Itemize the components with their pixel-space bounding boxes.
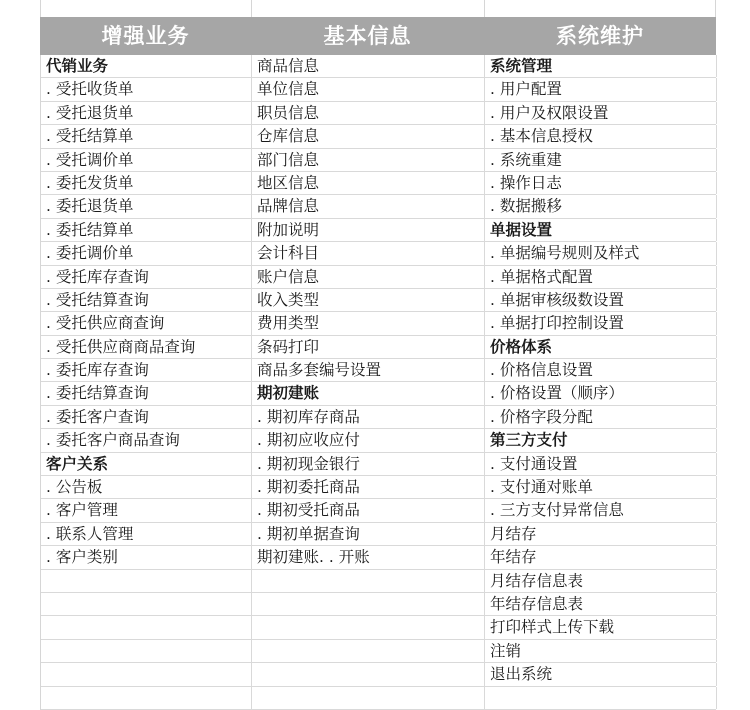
menu-item[interactable]: . 委托调价单	[41, 242, 252, 264]
menu-item[interactable]: . 期初库存商品	[252, 406, 485, 428]
menu-item[interactable]: . 受托供应商查询	[41, 312, 252, 334]
menu-item[interactable]: . 委托发货单	[41, 172, 252, 194]
menu-item[interactable]: . 客户类别	[41, 546, 252, 568]
table-row	[41, 546, 716, 569]
menu-item[interactable]: 单位信息	[252, 78, 485, 100]
menu-item[interactable]: 年结存信息表	[485, 593, 717, 615]
menu-item[interactable]: 商品多套编号设置	[252, 359, 485, 381]
section-heading: 期初建账	[252, 382, 485, 404]
menu-item[interactable]: . 价格设置（顺序）	[485, 382, 717, 404]
table-row	[41, 523, 716, 546]
table-row	[41, 312, 716, 335]
menu-item[interactable]: . 期初应收应付	[252, 429, 485, 451]
empty-cell	[252, 640, 485, 662]
menu-item[interactable]: . 公告板	[41, 476, 252, 498]
menu-item[interactable]: . 数据搬移	[485, 195, 717, 217]
table-row	[41, 289, 716, 312]
menu-item[interactable]: 会计科目	[252, 242, 485, 264]
section-heading: 单据设置	[485, 219, 717, 241]
menu-item[interactable]: . 受托收货单	[41, 78, 252, 100]
menu-item[interactable]: . 单据打印控制设置	[485, 312, 717, 334]
menu-item[interactable]: 打印样式上传下载	[485, 616, 717, 638]
menu-item[interactable]: . 委托退货单	[41, 195, 252, 217]
menu-item[interactable]: . 委托客户查询	[41, 406, 252, 428]
table-row	[41, 499, 716, 522]
menu-item[interactable]: 部门信息	[252, 149, 485, 171]
empty-cell	[485, 687, 717, 709]
menu-item[interactable]: . 支付通对账单	[485, 476, 717, 498]
menu-item[interactable]: . 受托调价单	[41, 149, 252, 171]
table-row	[41, 616, 716, 639]
table-row	[41, 125, 716, 148]
empty-cell	[41, 593, 252, 615]
header-enhanced-business: 增强业务	[101, 24, 190, 48]
menu-item[interactable]: 职员信息	[252, 102, 485, 124]
table-row	[41, 429, 716, 452]
menu-item[interactable]: . 支付通设置	[485, 453, 717, 475]
table-row	[41, 453, 716, 476]
table-row	[41, 102, 716, 125]
menu-item[interactable]: 地区信息	[252, 172, 485, 194]
section-heading: 第三方支付	[485, 429, 717, 451]
table-row	[41, 640, 716, 663]
menu-item[interactable]: . 期初受托商品	[252, 499, 485, 521]
empty-cell	[252, 570, 485, 592]
header-basic-info: 基本信息	[323, 24, 412, 48]
menu-item[interactable]: . 受托供应商商品查询	[41, 336, 252, 358]
menu-item[interactable]: . 基本信息授权	[485, 125, 717, 147]
menu-item[interactable]: . 受托结算查询	[41, 289, 252, 311]
menu-item[interactable]: . 期初委托商品	[252, 476, 485, 498]
menu-item[interactable]: . 期初现金银行	[252, 453, 485, 475]
menu-item[interactable]: . 价格字段分配	[485, 406, 717, 428]
section-heading: 客户关系	[41, 453, 252, 475]
menu-item[interactable]: . 期初单据查询	[252, 523, 485, 545]
section-heading: 价格体系	[485, 336, 717, 358]
table-row	[41, 55, 716, 78]
menu-item[interactable]: 条码打印	[252, 336, 485, 358]
table-row	[41, 172, 716, 195]
table-row	[41, 359, 716, 382]
menu-item[interactable]: . 受托库存查询	[41, 266, 252, 288]
menu-item[interactable]: . 单据格式配置	[485, 266, 717, 288]
menu-item[interactable]: 商品信息	[252, 55, 485, 77]
table-row	[41, 195, 716, 218]
table-row	[41, 476, 716, 499]
menu-item[interactable]: . 价格信息设置	[485, 359, 717, 381]
table-row	[41, 78, 716, 101]
menu-item[interactable]: 期初建账. . 开账	[252, 546, 485, 568]
menu-item[interactable]: 收入类型	[252, 289, 485, 311]
menu-item[interactable]: 品牌信息	[252, 195, 485, 217]
header-row	[40, 17, 716, 55]
empty-cell	[41, 687, 252, 709]
menu-item[interactable]: 退出系统	[485, 663, 717, 685]
table-row	[41, 382, 716, 405]
menu-item[interactable]: 费用类型	[252, 312, 485, 334]
menu-item[interactable]: 注销	[485, 640, 717, 662]
menu-item[interactable]: 附加说明	[252, 219, 485, 241]
table-row	[41, 570, 716, 593]
menu-item[interactable]: . 客户管理	[41, 499, 252, 521]
table-row	[41, 406, 716, 429]
section-heading: 代销业务	[41, 55, 252, 77]
menu-item[interactable]: . 操作日志	[485, 172, 717, 194]
menu-item[interactable]: . 委托库存查询	[41, 359, 252, 381]
menu-item[interactable]: . 委托结算单	[41, 219, 252, 241]
table-row	[41, 219, 716, 242]
empty-cell	[41, 570, 252, 592]
empty-cell	[41, 640, 252, 662]
menu-item[interactable]: 仓库信息	[252, 125, 485, 147]
menu-item[interactable]: 年结存	[485, 546, 717, 568]
menu-item[interactable]: . 用户及权限设置	[485, 102, 717, 124]
table-row	[41, 242, 716, 265]
table-row	[41, 336, 716, 359]
empty-cell	[41, 663, 252, 685]
menu-item[interactable]: . 委托客户商品查询	[41, 429, 252, 451]
menu-item[interactable]: . 单据审核级数设置	[485, 289, 717, 311]
empty-cell	[252, 687, 485, 709]
header-system-maintenance: 系统维护	[556, 24, 644, 48]
menu-item[interactable]: . 受托退货单	[41, 102, 252, 124]
menu-item[interactable]: . 系统重建	[485, 149, 717, 171]
menu-item[interactable]: . 用户配置	[485, 78, 717, 100]
menu-item[interactable]: 月结存	[485, 523, 717, 545]
table-row	[41, 593, 716, 616]
menu-item[interactable]: . 委托结算查询	[41, 382, 252, 404]
table-body	[40, 55, 716, 710]
top-blank-row	[40, 0, 716, 17]
menu-table	[40, 0, 716, 710]
empty-cell	[252, 593, 485, 615]
menu-item[interactable]: 账户信息	[252, 266, 485, 288]
menu-item[interactable]: . 受托结算单	[41, 125, 252, 147]
menu-item[interactable]: . 单据编号规则及样式	[485, 242, 717, 264]
menu-item[interactable]: 月结存信息表	[485, 570, 717, 592]
empty-cell	[41, 616, 252, 638]
menu-item[interactable]: . 三方支付异常信息	[485, 499, 717, 521]
table-row	[41, 663, 716, 686]
empty-cell	[252, 663, 485, 685]
empty-cell	[252, 616, 485, 638]
table-row	[41, 149, 716, 172]
section-heading: 系统管理	[485, 55, 717, 77]
table-row	[41, 266, 716, 289]
menu-item[interactable]: . 联系人管理	[41, 523, 252, 545]
table-row	[41, 687, 716, 710]
